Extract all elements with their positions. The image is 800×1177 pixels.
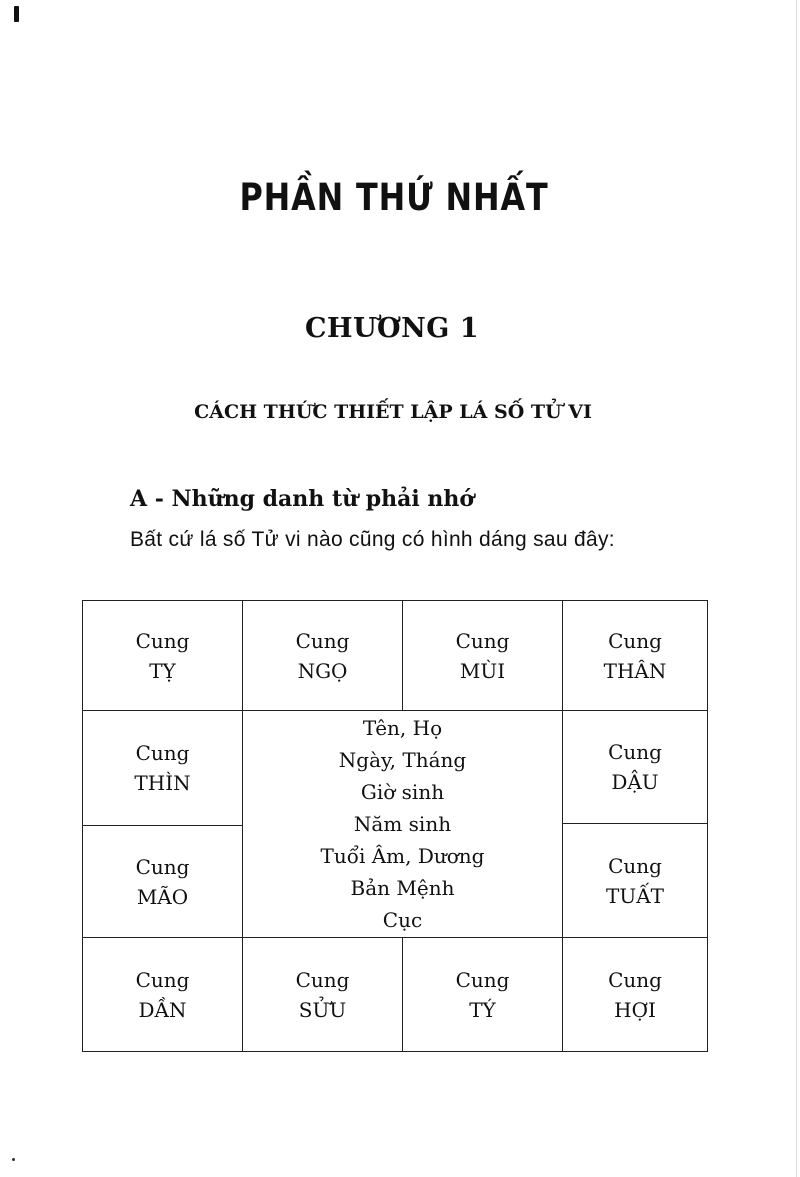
palace-dau: [562, 710, 708, 824]
palace-prefix: Cung: [135, 967, 190, 992]
palace-name: MÃO: [136, 884, 189, 909]
horoscope-chart: [82, 600, 708, 1052]
palace-prefix: Cung: [608, 853, 662, 878]
palace-name: HỢI: [614, 997, 656, 1022]
palace-thin: [82, 710, 243, 826]
palace-ngo: [242, 600, 403, 711]
center-line-name: Tên, Họ: [362, 716, 443, 740]
center-info-box: [242, 710, 563, 938]
palace-prefix: Cung: [295, 967, 350, 992]
palace-name: TUẤT: [606, 883, 664, 908]
palace-name: DẦN: [138, 997, 187, 1022]
palace-than: [562, 600, 708, 711]
palace-name: THÌN: [134, 771, 191, 795]
palace-prefix: Cung: [135, 628, 190, 653]
palace-name: TỴ: [149, 658, 176, 683]
palace-prefix: Cung: [455, 628, 510, 653]
palace-name: NGỌ: [297, 658, 348, 683]
center-line-destiny: Bản Mệnh: [350, 876, 455, 900]
sub-heading: A - Những danh từ phải nhớ: [130, 486, 475, 512]
palace-prefix: Cung: [608, 740, 662, 764]
palace-name: TÝ: [469, 997, 496, 1022]
palace-mui: [402, 600, 563, 711]
page-edge: [796, 0, 797, 1177]
scan-dot: [12, 1158, 15, 1161]
palace-prefix: Cung: [455, 967, 510, 992]
palace-name: MÙI: [459, 658, 506, 683]
palace-hoi: [562, 937, 708, 1052]
section-title: CÁCH THỨC THIẾT LẬP LÁ SỐ TỬ VI: [194, 401, 592, 423]
chapter-title: CHƯƠNG 1: [305, 313, 479, 344]
palace-mao: [82, 825, 243, 938]
palace-name: DẬU: [611, 770, 659, 794]
center-line-birth-year: Năm sinh: [353, 812, 452, 836]
palace-name: THÂN: [603, 658, 667, 683]
center-line-date: Ngày, Tháng: [338, 748, 467, 772]
palace-prefix: Cung: [135, 741, 190, 765]
palace-prefix: Cung: [295, 628, 350, 653]
palace-suu: [242, 937, 403, 1052]
center-line-cuc: Cục: [382, 908, 423, 932]
center-line-yin-yang: Tuổi Âm, Dương: [320, 844, 485, 868]
palace-prefix: Cung: [135, 854, 190, 879]
palace-prefix: Cung: [608, 967, 662, 992]
intro-text: Bất cứ lá số Tử vi nào cũng có hình dáng sau đây:: [130, 528, 615, 551]
center-line-birth-hour: Giờ sinh: [360, 780, 445, 804]
palace-ty-rat: [402, 937, 563, 1052]
palace-ty-snake: [82, 600, 243, 711]
palace-tuat: [562, 823, 708, 938]
part-title: PHẦN THỨ NHẤT: [239, 176, 549, 219]
palace-name: SỬU: [298, 997, 347, 1022]
palace-dan: [82, 937, 243, 1052]
palace-prefix: Cung: [608, 628, 662, 653]
scan-mark: [14, 6, 19, 22]
